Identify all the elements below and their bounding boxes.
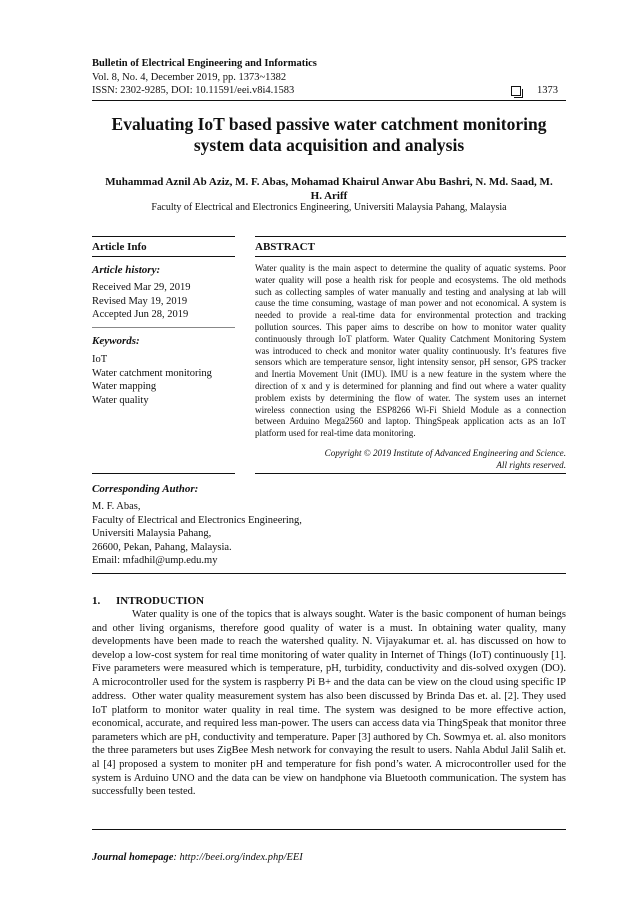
copyright-line-1: Copyright © 2019 Institute of Advanced Engineering and Science. — [324, 448, 566, 458]
footer-label: Journal homepage — [92, 852, 174, 863]
keyword: Water quality — [92, 394, 149, 406]
intro-paragraph-1: Water quality is one of the topics that is always sought. Water is the basic component of human beings and other living organisms, therefore good quality of water is a must. In obtaining water quality, many developments have been made to reach the watershed quality. N. Vijayakumar et. al. has discussed on how to develop a low-cost system for real time monitoring of water quality in Internet of Things (IoT) continuously [1]. Five parameters were measured which is temperature, pH, turbidity, conductivity and dis-solved oxygen (DO). A microcontroller used for the system is raspberry Pi B+ and the data can be view on the cloud using specific IP address. — [92, 609, 566, 702]
page-number: 1373 — [537, 85, 558, 96]
issn-doi: ISSN: 2302-9285, DOI: 10.11591/eei.v8i4.1583 — [92, 85, 295, 96]
corresponding-email: Email: mfadhil@ump.edu.my — [92, 555, 218, 567]
corresponding-university: Universiti Malaysia Pahang, — [92, 528, 212, 540]
section-title: INTRODUCTION — [116, 595, 205, 607]
box-icon — [511, 86, 521, 96]
journal-homepage-link[interactable]: http://beei.org/index.php/EEI — [179, 852, 303, 863]
history-revised: Revised May 19, 2019 — [92, 295, 188, 307]
corresponding-details — [92, 500, 302, 568]
keywords-list — [92, 353, 235, 407]
paper-title: Evaluating IoT based passive water catchment monitoring system data acquisition and analysis — [111, 114, 547, 155]
history-heading: Article history: — [92, 264, 161, 276]
copyright-notice — [255, 447, 566, 471]
keyword: Water catchment monitoring — [92, 367, 212, 379]
corresponding-faculty: Faculty of Electrical and Electronics Engineering, — [92, 514, 302, 526]
affiliation: Faculty of Electrical and Electronics Engineering, Universiti Malaysia Pahang, Malaysia — [151, 202, 507, 213]
corresponding-bottom-rule — [92, 573, 566, 574]
abstract-bottom-rule — [255, 473, 566, 474]
history-list — [92, 281, 235, 322]
history-received: Received Mar 29, 2019 — [92, 282, 191, 293]
footer — [92, 852, 303, 863]
section-heading — [92, 595, 204, 607]
keyword: IoT — [92, 354, 108, 365]
article-info-head-rule — [92, 256, 235, 257]
page-number-block — [511, 85, 558, 96]
abstract-head-rule — [255, 256, 566, 257]
copyright-line-2: All rights reserved. — [496, 460, 566, 470]
article-info-top-rule — [92, 236, 235, 237]
abstract-text: Water quality is the main aspect to determine the quality of aquatic systems. Poor water quality will pose a health risk for people and ecosystems. The old methods such as collecting samples of water manually and testing and analysing at lab will cause the time consuming, wastage of man power and not economical. A system is needed to provide a real-time data for environmental protection and tracking pollution sources. This paper aims to describe on how to monitor water quality continuously through IoT platform. Water Quality Catchment Monitoring System was introduced to check and monitor water quality continuously. It’s features five sensors which are temperature sensor, light intensity sensor, pH sensor, GPS tracker and Inertia Movement Unit (IMU). IMU is a new feature in the system where the direction of x and y is determined for planning and find out where a water quality problem exists by determining the flow of water. The system uses an internet wireless connection using the ESP8266 Wi-Fi Shield Module as a connection between Arduino Mega2560 and laptop. ThingSpeak application acts as an IoT platform used for real-time data monitoring. — [255, 263, 566, 439]
article-info-heading: Article Info — [92, 241, 147, 253]
corresponding-address: 26600, Pekan, Pahang, Malaysia. — [92, 541, 232, 553]
intro-paragraph-2: Other water quality measurement system has also been discussed by Brinda Das et. al. [2]. They used IoT platform to monitor water quality in real time. The system was designed to be more effective action, economical, accurate, and required less man-power. The users can access data via ThingSpeak that monitor three parameters which are pH, conductivity and temperature. Paper [3] authored by Ch. Sowmya et. al. also monitors the three parameters but uses ZigBee Mesh network for convaying the result to users. Nahla Abdul Jalil Salih et. al [4] proposed a system to moniter pH and temperature for fish pond’s water. A microcontroller used for the system is Arduino UNO and the data can be view on handphone via Bluetooth communication. The system has successfully been tested. — [92, 691, 566, 798]
keywords-heading: Keywords: — [92, 335, 140, 347]
keyword: Water mapping — [92, 381, 157, 392]
corresponding-name: M. F. Abas, — [92, 501, 141, 512]
volume-info: Vol. 8, No. 4, December 2019, pp. 1373~1382 — [92, 72, 287, 83]
header-rule — [92, 100, 566, 101]
article-info-bottom-rule — [92, 473, 235, 474]
footer-rule — [92, 829, 566, 830]
abstract-heading: ABSTRACT — [255, 241, 315, 253]
footer-separator: : — [173, 852, 180, 863]
corresponding-heading: Corresponding Author: — [92, 483, 199, 495]
author-list: Muhammad Aznil Ab Aziz, M. F. Abas, Mohamad Khairul Anwar Abu Bashri, N. Md. Saad, M. H. Ariff — [105, 176, 553, 202]
history-divider — [92, 327, 235, 328]
journal-name: Bulletin of Electrical Engineering and Informatics — [92, 58, 317, 69]
history-accepted: Accepted Jun 28, 2019 — [92, 309, 189, 320]
section-number: 1. — [92, 595, 101, 607]
abstract-top-rule — [255, 236, 566, 237]
